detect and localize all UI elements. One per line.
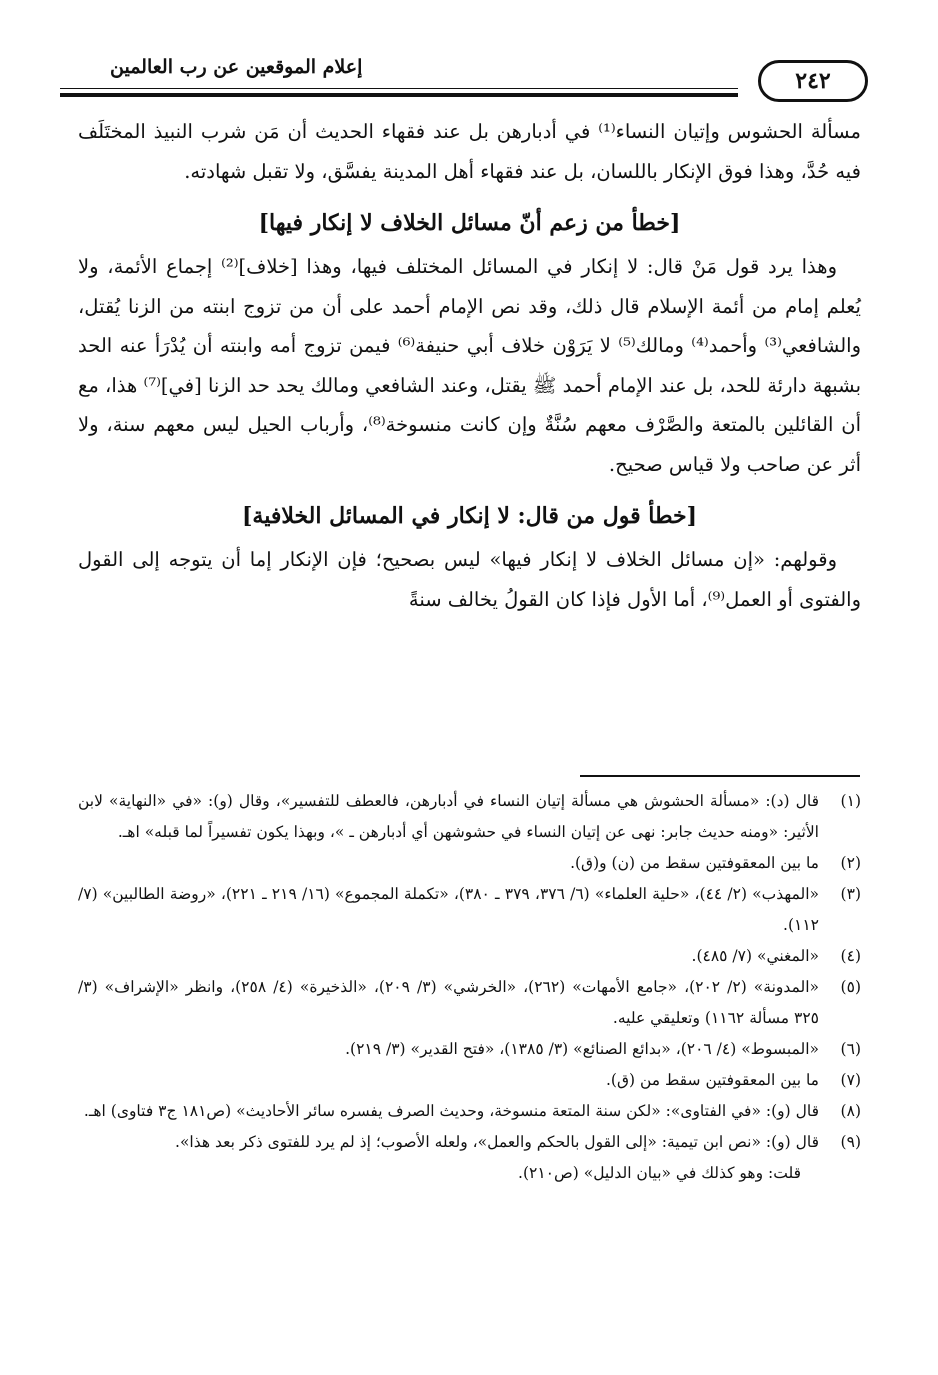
footnote-text: قال (و): «نص ابن تيمية: «إلى القول بالحكم والعمل»، ولعله الأصوب؛ إذ لم يرد للفتوى ذكر بعد هذا». (175, 1133, 819, 1151)
footnote-1 (78, 786, 861, 848)
footnote-3 (78, 879, 861, 941)
footnote-text: «المدونة» (٢/ ٢٠٢)، «جامع الأمهات» (٢٦٢)، «الخرشي» (٣/ ٢٠٩)، «الذخيرة» (٤/ ٢٥٨)، وانظر «الإشراف» (٣/ ٣٢٥ مسألة ١١٦٢) وتعليقي عليه. (78, 978, 819, 1027)
section-heading-2: [خطأ قول من قال: لا إنكار في المسائل الخلافية] (241, 503, 698, 529)
section-heading-1: [خطأ من زعم أنّ مسائل الخلاف لا إنكار فيها] (258, 210, 681, 236)
header-rule-thick (60, 93, 738, 97)
footnote-text: قال (و): «في الفتاوى»: «لكن سنة المتعة منسوخة، وحديث الصرف يفسره سائر الأحاديث» (ص١٨١ ج٣ فتاوى) اهـ. (83, 1102, 819, 1120)
footnotes (78, 786, 861, 1189)
footnote-text: قال (د): «مسألة الحشوش هي مسألة إتيان النساء في أدبارهن، فالعطف للتفسير»، وقال (و): «في «النهاية» لابن الأثير: «ومنه حديث جابر: نهى عن إتيان النساء في حشوشهن أي أدبارهن ـ »، وبهذا يكون تفسيراً لما قبله» اهـ. (78, 792, 819, 841)
footnote-9 (78, 1127, 861, 1158)
main-text (78, 112, 861, 619)
running-title: إعلام الموقعين عن رب العالمين (110, 56, 363, 78)
footnote-number: (٧) (840, 1071, 861, 1089)
page-number: ٢٤٢ (795, 68, 831, 94)
footnote-number: (٨) (840, 1102, 861, 1120)
page-number-frame (758, 60, 868, 102)
footnote-number: (٤) (840, 947, 861, 965)
paragraph-3: وقولهم: «إن مسائل الخلاف لا إنكار فيها» ليس بصحيح؛ فإن الإنكار إما أن يتوجه إلى القول والفتوى أو العمل⁽⁹⁾، أما الأول فإذا كان القولُ يخالف سنةً (78, 548, 861, 611)
footnote-text: «المبسوط» (٤/ ٢٠٦)، «بدائع الصنائع» (٣/ ١٣٨٥)، «فتح القدير» (٣/ ٢١٩). (345, 1040, 819, 1058)
footnote-number: (١) (840, 792, 861, 810)
footnote-text: «المهذب» (٢/ ٤٤)، «حلية العلماء» (٦/ ٣٧٦، ٣٧٩ ـ ٣٨٠)، «تكملة المجموع» (١٦/ ٢١٩ ـ ٢٢١)، «روضة الطالبين» (٧/ ١١٢). (78, 885, 819, 934)
footnote-number: (٦) (840, 1040, 861, 1058)
footnote-2 (78, 848, 861, 879)
header-rule (60, 88, 738, 89)
footnote-text: ما بين المعقوفتين سقط من (ن) و(ق). (570, 854, 819, 872)
footnote-number: (٥) (840, 978, 861, 996)
footnote-number: (٢) (840, 854, 861, 872)
paragraph-1: مسألة الحشوس وإتيان النساء⁽¹⁾ في أدبارهن بل عند فقهاء الحديث أن مَن شرب النبيذ المختَلَف فيه حُدَّ، وهذا فوق الإنكار باللسان، بل عند فقهاء أهل المدينة يفسَّق، ولا تقبل شهادته. (78, 120, 861, 183)
footnote-4 (78, 941, 861, 972)
footnote-text: ما بين المعقوفتين سقط من (ق). (605, 1071, 819, 1089)
footnote-number: (٣) (840, 885, 861, 903)
paragraph-2: وهذا يرد قول مَنْ قال: لا إنكار في المسائل المختلف فيها، وهذا [خلاف]⁽²⁾ إجماع الأئمة، ولا يُعلم إمام من أئمة الإسلام قال ذلك، وقد نص الإمام أحمد على أن من تزوج ابنته من الزنا يُقتل، والشافعي⁽³⁾ وأحمد⁽⁴⁾ ومالك⁽⁵⁾ لا يَرَوْن خلاف أبي حنيفة⁽⁶⁾ فيمن تزوج أمه وابنته أن يُدْرَأ عنه الحد بشبهة دارئة للحد، بل عند الإمام أحمد ﷺ يقتل، وعند الشافعي ومالك يحد حد الزنا [في]⁽⁷⁾ هذا، مع أن القائلين بالمتعة والصَّرْف معهم سُنَّةٌ وإن كانت منسوخة⁽⁸⁾، وأرباب الحيل ليس معهم سنة، ولا أثر عن صاحب ولا قياس صحيح. (78, 255, 861, 476)
footnote-8 (78, 1096, 861, 1127)
page-header (60, 44, 868, 104)
footnote-5 (78, 972, 861, 1034)
footnote-text: «المغني» (٧/ ٤٨٥). (691, 947, 819, 965)
footnote-6 (78, 1034, 861, 1065)
footnote-separator (580, 775, 860, 777)
footnote-addendum: قلت: وهو كذلك في «بيان الدليل» (ص٢١٠). (518, 1164, 801, 1182)
footnote-7 (78, 1065, 861, 1096)
footnote-number: (٩) (840, 1133, 861, 1151)
